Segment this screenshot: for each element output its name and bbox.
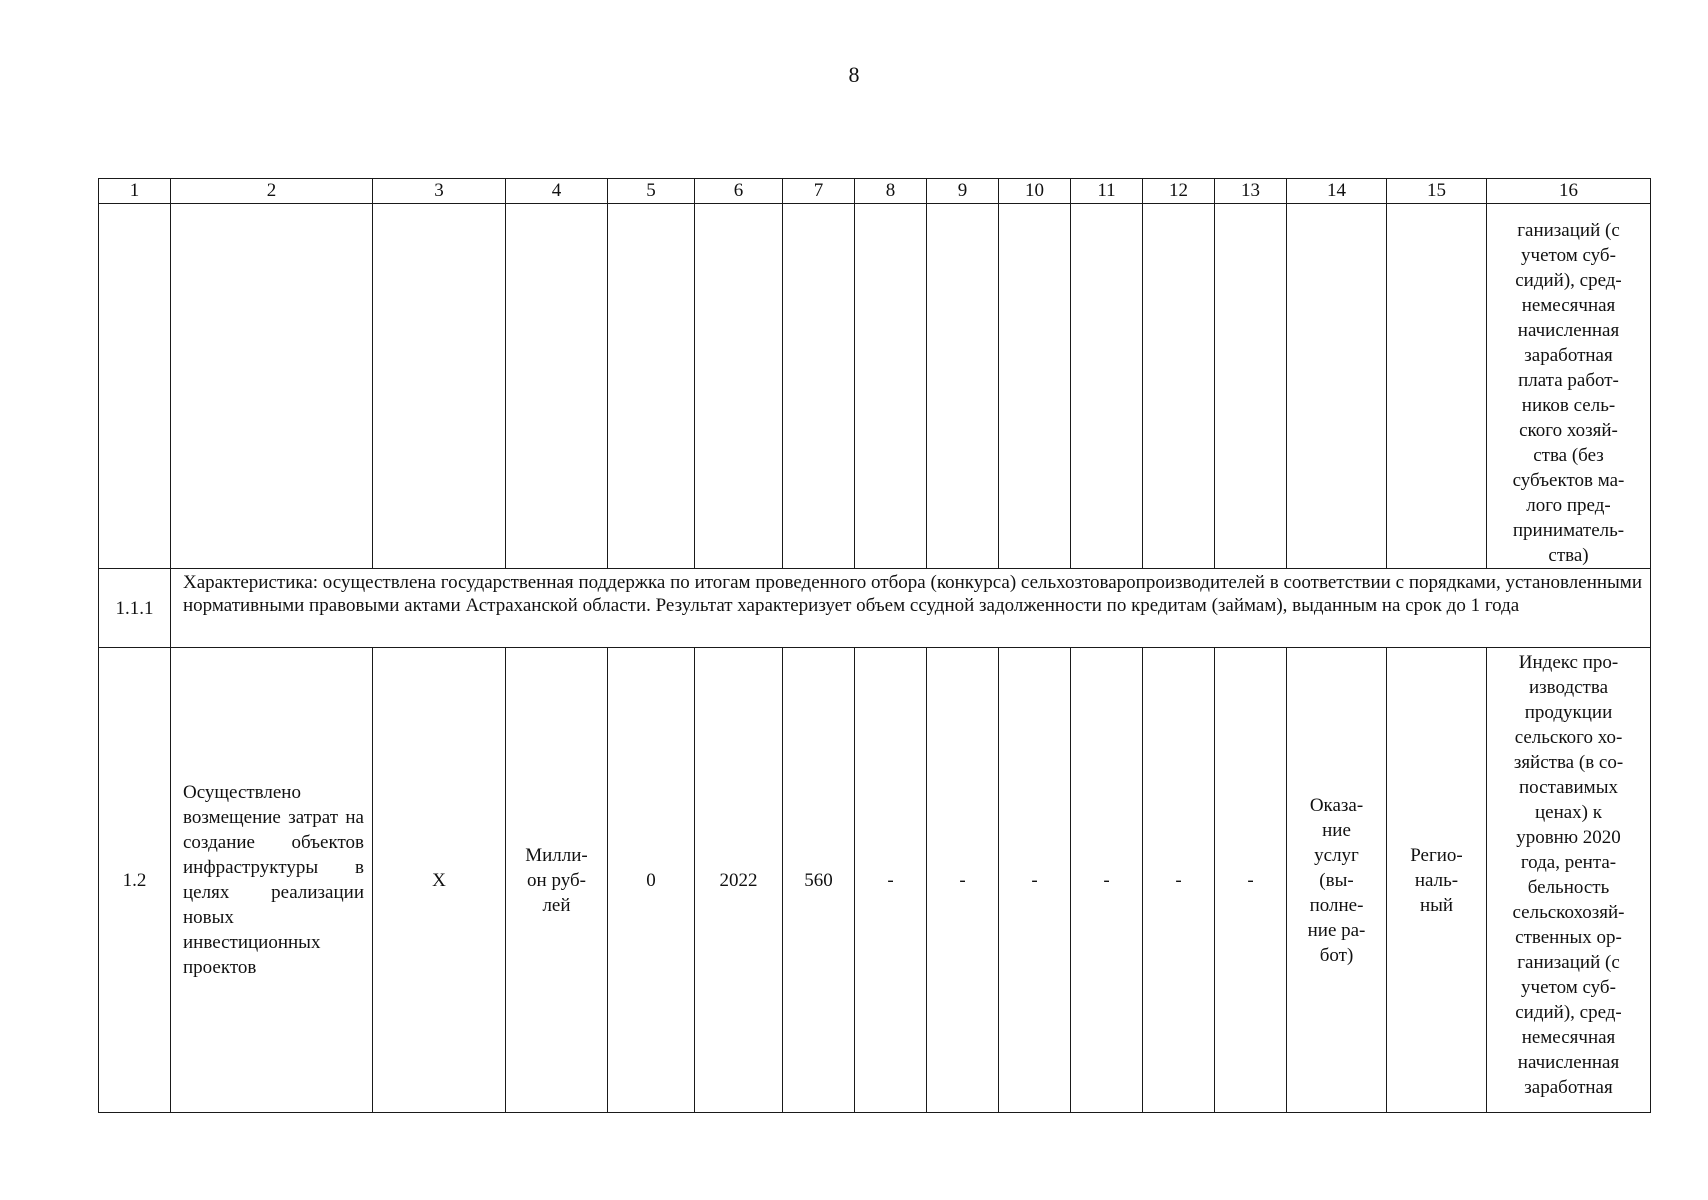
table-cell (99, 204, 171, 569)
value-cell: - (999, 648, 1071, 1113)
page-number: 8 (848, 62, 860, 87)
indicator-cell: Индекс про- изводства продукции сельского хо- зяйства (в со- поставимых ценах) к уровню 2020 года, рента- бельность сельскохозяй- ственных ор- ганизаций (с учетом суб- сидий), сред- немесячная начисленная заработная (1487, 648, 1651, 1113)
column-number: 5 (608, 179, 695, 204)
table-cell (506, 204, 608, 569)
unit-cell: Милли- он руб- лей (506, 648, 608, 1113)
level-cell: Регио- наль- ный (1387, 648, 1487, 1113)
column-number-row (99, 179, 1651, 204)
value-cell: - (1071, 648, 1143, 1113)
column-number: 11 (1071, 179, 1143, 204)
value-cell: - (1143, 648, 1215, 1113)
column-number: 2 (171, 179, 373, 204)
table-cell (171, 204, 373, 569)
table-cell (1387, 204, 1487, 569)
value-cell: - (855, 648, 927, 1113)
column-number: 15 (1387, 179, 1487, 204)
column-number: 8 (855, 179, 927, 204)
continuation-row (99, 204, 1651, 569)
column-number: 14 (1287, 179, 1387, 204)
characteristic-text: Характеристика: осуществлена государственная поддержка по итогам проведенного отбора (конкурса) сельхозтоваропроизводителей в соответствии с порядками, установленными нормативными правовыми актами Астраханской области. Результат характеризует объем ссудной задолженности по кредитам (займам), выданным на срок до 1 года (171, 569, 1651, 648)
table-cell: X (373, 648, 506, 1113)
column-number: 12 (1143, 179, 1215, 204)
table-cell (695, 204, 783, 569)
table-cell (855, 204, 927, 569)
column-number: 3 (373, 179, 506, 204)
table-cell (1143, 204, 1215, 569)
value-cell: 560 (783, 648, 855, 1113)
table-cell (1215, 204, 1287, 569)
row-number: 1.1.1 (99, 569, 171, 648)
base-value-cell: 0 (608, 648, 695, 1113)
column-number: 16 (1487, 179, 1651, 204)
column-number: 1 (99, 179, 171, 204)
column-number: 7 (783, 179, 855, 204)
column-number: 4 (506, 179, 608, 204)
column-number: 6 (695, 179, 783, 204)
table-cell (783, 204, 855, 569)
characteristic-row (99, 569, 1651, 648)
result-type-cell: Оказа- ние услуг (вы- полне- ние ра- бот) (1287, 648, 1387, 1113)
column-number: 9 (927, 179, 999, 204)
column-number: 10 (999, 179, 1071, 204)
table-row (99, 648, 1651, 1113)
base-year-cell: 2022 (695, 648, 783, 1113)
table-cell (1287, 204, 1387, 569)
table-cell (1071, 204, 1143, 569)
value-cell: - (927, 648, 999, 1113)
row-number: 1.2 (99, 648, 171, 1113)
indicator-cell-continued: ганизаций (с учетом суб- сидий), сред- немесячная начисленная заработная плата работ- ников сель- ского хозяй- ства (без субъектов ма- лого пред- приниматель- ства) (1487, 204, 1651, 569)
table-cell (927, 204, 999, 569)
table-cell (608, 204, 695, 569)
table-cell (373, 204, 506, 569)
result-name-cell: Осуществлено возмещение затрат на создание объектов инфраструктуры в целях реализации новых инвестиционных проектов (171, 648, 373, 1113)
value-cell: - (1215, 648, 1287, 1113)
column-number: 13 (1215, 179, 1287, 204)
table-cell (999, 204, 1071, 569)
data-table (98, 178, 1651, 1113)
